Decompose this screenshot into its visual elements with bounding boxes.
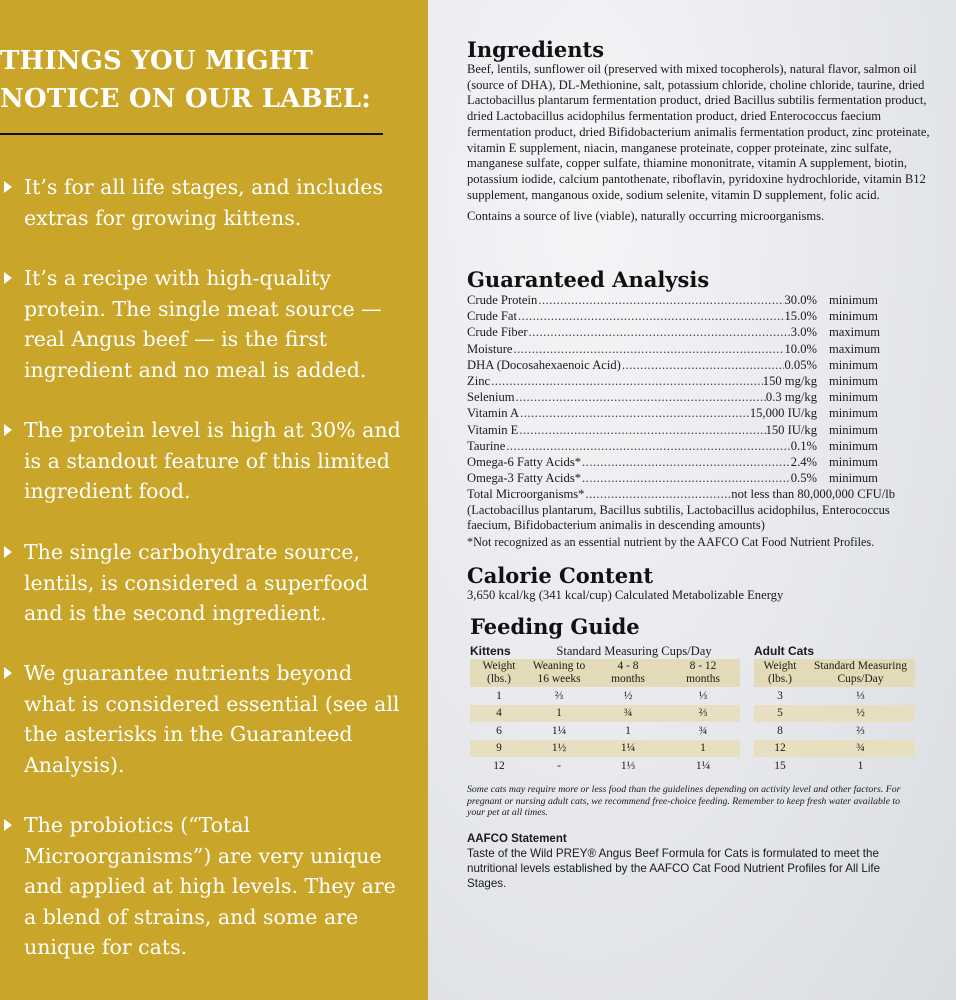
leader-dots: [581, 454, 791, 470]
leader-dots: [490, 373, 763, 389]
analysis-row: [467, 357, 895, 373]
nutrient-qualifier: minimum: [829, 390, 878, 405]
column-gap: [740, 659, 754, 687]
table-cell: 1¼: [590, 740, 666, 758]
analysis-table: [467, 292, 895, 503]
ingredients-section: [467, 38, 947, 225]
leader-dots: [518, 422, 765, 438]
analysis-row-microorganisms: [467, 486, 895, 502]
nutrient-value: 3.0%: [790, 325, 817, 340]
analysis-row: [467, 470, 895, 486]
bullet-arrow-icon: [4, 181, 12, 193]
header-line: 16 weeks: [537, 673, 581, 685]
header-line: Weight: [763, 660, 797, 672]
nutrient-label: Selenium: [467, 390, 515, 405]
analysis-row: [467, 389, 895, 405]
table-row: [470, 740, 915, 758]
table-cell: -: [557, 759, 561, 772]
nutrient-label: Crude Fiber: [467, 325, 528, 340]
analysis-row: [467, 454, 895, 470]
nutrient-label: Total Microorganisms*: [467, 487, 585, 502]
nutrient-value: 10.0%: [784, 341, 817, 356]
table-cell: 1: [625, 724, 631, 737]
nutrient-label: DHA (Docosahexaenoic Acid): [467, 357, 621, 372]
header-line: 8 - 12: [689, 660, 717, 672]
bullet-arrow-icon: [4, 424, 12, 436]
nutrient-qualifier: minimum: [829, 374, 878, 389]
feeding-guide-section: [470, 615, 930, 775]
nutrient-label: Zinc: [467, 374, 491, 389]
aafco-title: AAFCO Statement: [467, 833, 567, 845]
leader-dots: [584, 486, 731, 502]
aafco-section: [467, 832, 922, 891]
nutrient-qualifier: minimum: [829, 438, 878, 453]
table-cell: 6: [496, 724, 502, 737]
column-gap: [740, 722, 754, 740]
column-header: [754, 659, 806, 687]
column-header: [666, 659, 740, 687]
microorganism-detail: (Lactobacillus plantarum, Bacillus subtilis, Lactobacillus acidophilus, Enterococcus faecium, Bifidobacterium animalis in descending amounts): [467, 502, 890, 533]
left-panel: [0, 0, 428, 1000]
table-cell: 3: [777, 689, 783, 702]
bullet-arrow-icon: [4, 819, 12, 831]
nutrient-value: 0.05%: [784, 357, 817, 372]
nutrient-label: Crude Protein: [467, 293, 538, 307]
bullet-arrow-icon: [4, 667, 12, 679]
feature-text: It’s a recipe with high-quality protein. The single meat source — real Angus beef — is the first ingredient and no meal is added.: [24, 266, 382, 382]
column-header: [470, 659, 528, 687]
leader-dots: [512, 341, 784, 357]
column-header: [590, 659, 666, 687]
guaranteed-analysis-section: [467, 268, 895, 551]
nutrient-label: Crude Fat: [467, 309, 518, 324]
column-gap: [740, 705, 754, 723]
feature-text: The probiotics (“Total Microorganisms”) are very unique and applied at high levels. They are a blend of strains, and some are unique for cats.: [24, 813, 396, 959]
table-cell: 12: [493, 759, 505, 772]
feature-text: We guarantee nutrients beyond what is considered essential (see all the asterisks in the Guaranteed Analysis).: [24, 661, 400, 777]
analysis-footnote: *Not recognized as an essential nutrient by the AAFCO Cat Food Nutrient Profiles.: [467, 534, 875, 549]
aafco-text: Taste of the Wild PREY® Angus Beef Formula for Cats is formulated to meet the nutritional levels established by the AAFCO Cat Food Nutrient Profiles for All Life Stages.: [467, 847, 881, 890]
nutrient-qualifier: minimum: [829, 406, 878, 421]
leader-dots: [515, 389, 766, 405]
table-cell: ¾: [806, 740, 915, 758]
nutrient-qualifier: minimum: [829, 293, 878, 307]
analysis-row: [467, 308, 895, 324]
nutrient-label: Taurine: [467, 438, 506, 453]
table-cell: 1: [857, 759, 864, 772]
analysis-title: Guaranteed Analysis: [467, 267, 710, 292]
feeding-note: Some cats may require more or less food than the guidelines depending on activity level and other factors. For pregnant or nursing adult cats, we recommend free-choice feeding. Remember to keep fresh water available to your pet at all times.: [467, 784, 901, 818]
nutrient-qualifier: minimum: [829, 455, 878, 470]
leader-dots: [519, 405, 750, 421]
nutrient-value: not less than 80,000,000 CFU/lb: [731, 487, 895, 502]
table-cell: ¾: [590, 705, 666, 723]
label-panel: [428, 0, 956, 1000]
header-line: Weight: [482, 660, 516, 672]
bullet-arrow-icon: [4, 546, 12, 558]
feature-item: [0, 658, 405, 780]
feature-text: It’s for all life stages, and includes extras for growing kittens.: [24, 175, 383, 230]
heading-line-1: THINGS YOU MIGHT: [0, 46, 314, 76]
analysis-row: [467, 324, 895, 340]
feature-item: [0, 263, 405, 385]
table-cell: 5: [754, 705, 806, 723]
leader-dots: [537, 292, 784, 308]
nutrient-value: 0.3 mg/kg: [765, 390, 817, 405]
nutrient-value: 30.0%: [784, 293, 817, 307]
feature-item: [0, 172, 405, 233]
feature-text: The single carbohydrate source, lentils, is considered a superfood and is the second ingredient.: [24, 540, 369, 625]
table-cell: 1: [496, 689, 502, 702]
bullet-arrow-icon: [4, 272, 12, 284]
feature-item: [0, 537, 405, 629]
analysis-row: [467, 341, 895, 357]
table-cell: 1¼: [695, 759, 711, 772]
calorie-text: 3,650 kcal/kg (341 kcal/cup) Calculated Metabolizable Energy: [467, 588, 784, 602]
header-line: months: [686, 673, 720, 685]
analysis-row: [467, 405, 895, 421]
table-cell: ⅔: [856, 724, 865, 737]
analysis-row: [467, 292, 895, 308]
header-line: Standard Measuring: [814, 660, 907, 672]
table-cell: 15: [774, 759, 786, 772]
nutrient-qualifier: maximum: [829, 325, 881, 340]
feeding-column-headers: [470, 659, 915, 687]
analysis-row: [467, 373, 895, 389]
leader-dots: [621, 357, 785, 373]
nutrient-value: 0.5%: [790, 471, 817, 486]
leader-dots: [528, 324, 791, 340]
ingredients-text: Beef, lentils, sunflower oil (preserved with mixed tocopherols), natural flavor, salmon oil (source of DHA), DL-Methionine, salt, potassium chloride, choline chloride, taurine, dried Lactobacillus plantarum fermentation product, dried Bacillus subtilis fermentation product, dried Lactobacillus acidophilus fermentation product, dried Enterococcus faecium fermentation product, dried Bifidobacterium animalis fermentation product, zinc proteinate, vitamin E supplement, niacin, manganese proteinate, copper proteinate, zinc sulfate, manganese sulfate, copper sulfate, thiamine mononitrate, vitamin A supplement, biotin, potassium iodide, calcium pantothenate, riboflavin, pyridoxine hydrochloride, vitamin B12 supplement, manganous oxide, sodium selenite, vitamin D supplement, folic acid.: [467, 62, 930, 202]
nutrient-qualifier: minimum: [829, 309, 878, 324]
heading-divider: [0, 133, 383, 135]
column-gap: [740, 740, 754, 758]
header-line: Weaning to: [532, 660, 586, 672]
column-header: [528, 659, 590, 687]
column-gap: [740, 687, 754, 705]
leader-dots: [581, 470, 791, 486]
table-cell: 1¼: [551, 724, 567, 737]
column-gap: [740, 643, 754, 659]
page-heading: [0, 42, 371, 118]
nutrient-qualifier: minimum: [829, 422, 878, 437]
leader-dots: [505, 438, 790, 454]
table-cell: 8: [777, 724, 783, 737]
table-row: [470, 757, 915, 775]
table-row: [470, 687, 915, 705]
table-cell: ⅓: [856, 689, 865, 702]
nutrient-value: 2.4%: [790, 455, 817, 470]
table-row: [470, 705, 915, 723]
table-cell: ¾: [698, 724, 708, 737]
analysis-row: [467, 422, 895, 438]
column-gap: [740, 757, 754, 775]
table-cell: ⅔: [666, 705, 740, 723]
table-cell: 9: [470, 740, 528, 758]
table-cell: 1: [528, 705, 590, 723]
column-header: [806, 659, 915, 687]
nutrient-label: Omega-3 Fatty Acids*: [467, 471, 582, 486]
nutrient-qualifier: minimum: [829, 357, 878, 372]
feature-item: [0, 810, 405, 963]
header-line: (lbs.): [487, 673, 511, 685]
table-cell: ⅓: [698, 689, 708, 702]
nutrient-value: 150 mg/kg: [762, 374, 817, 389]
feeding-title: Feeding Guide: [470, 614, 640, 639]
nutrient-label: Vitamin A: [467, 406, 520, 421]
table-cell: 1½: [528, 740, 590, 758]
feeding-group-header: [470, 643, 915, 659]
adult-cats-label: Adult Cats: [754, 644, 814, 658]
nutrient-label: Vitamin E: [467, 422, 519, 437]
table-cell: 1: [666, 740, 740, 758]
table-cell: ½: [806, 705, 915, 723]
leader-dots: [517, 308, 784, 324]
kittens-subhead: Standard Measuring Cups/Day: [556, 643, 712, 658]
nutrient-label: Omega-6 Fatty Acids*: [467, 455, 582, 470]
table-cell: ⅔: [554, 689, 564, 702]
header-line: Cups/Day: [837, 673, 884, 685]
table-row: [470, 722, 915, 740]
nutrient-value: 15,000 IU/kg: [749, 406, 817, 421]
feature-text: The protein level is high at 30% and is a standout feature of this limited ingredient food.: [24, 418, 401, 503]
feature-item: [0, 415, 405, 507]
nutrient-label: Moisture: [467, 341, 513, 356]
nutrient-qualifier: minimum: [829, 471, 878, 486]
ingredients-title: Ingredients: [467, 37, 605, 62]
table-cell: 4: [470, 705, 528, 723]
table-cell: 1⅓: [620, 759, 636, 772]
table-cell: 12: [754, 740, 806, 758]
kittens-label: Kittens: [470, 644, 511, 658]
nutrient-value: 150 IU/kg: [765, 422, 817, 437]
feeding-table: [470, 643, 915, 775]
header-line: months: [611, 673, 645, 685]
nutrient-value: 15.0%: [784, 309, 817, 324]
calorie-section: [467, 564, 947, 604]
header-line: 4 - 8: [617, 660, 639, 672]
header-line: (lbs.): [768, 673, 792, 685]
heading-line-2: NOTICE ON OUR LABEL:: [0, 84, 372, 114]
calorie-title: Calorie Content: [467, 563, 654, 588]
nutrient-qualifier: maximum: [829, 341, 881, 356]
table-cell: ½: [623, 689, 633, 702]
nutrient-value: 0.1%: [790, 438, 817, 453]
analysis-row: [467, 438, 895, 454]
probiotic-note: Contains a source of live (viable), naturally occurring microorganisms.: [467, 209, 825, 224]
feeding-note-section: [467, 784, 915, 819]
